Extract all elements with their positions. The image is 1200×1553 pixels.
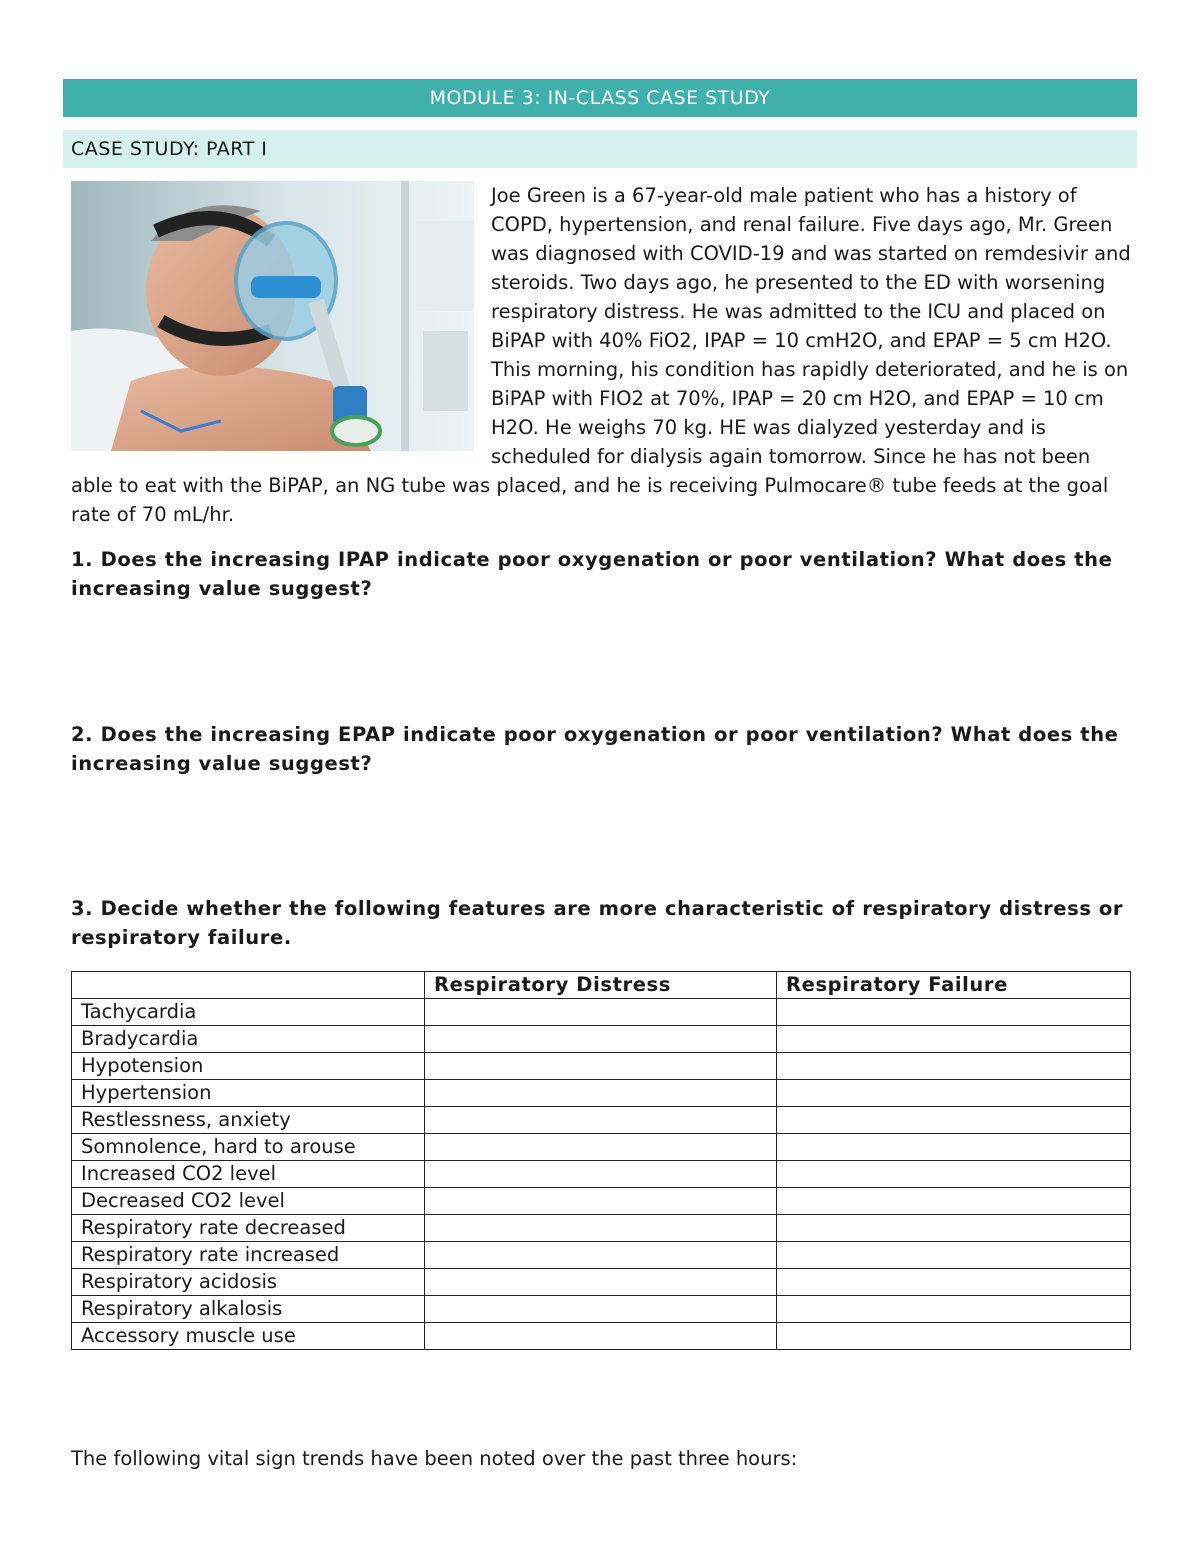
failure-cell[interactable]	[777, 1323, 1131, 1350]
question-2: 2. Does the increasing EPAP indicate poor oxygenation or poor ventilation? What does the increasing value suggest?	[71, 723, 1119, 775]
case-description	[71, 181, 1131, 529]
distress-cell[interactable]	[425, 1269, 777, 1296]
failure-cell[interactable]	[777, 999, 1131, 1026]
table-row	[72, 1242, 1131, 1269]
table-row	[72, 1053, 1131, 1080]
table-row	[72, 1323, 1131, 1350]
feature-label: Respiratory acidosis	[72, 1269, 425, 1296]
table-row	[72, 1026, 1131, 1053]
distress-cell[interactable]	[425, 1107, 777, 1134]
table-row	[72, 999, 1131, 1026]
failure-cell[interactable]	[777, 1107, 1131, 1134]
table-row	[72, 1215, 1131, 1242]
feature-label: Decreased CO2 level	[72, 1188, 425, 1215]
table-row	[72, 1188, 1131, 1215]
question-1: 1. Does the increasing IPAP indicate poor oxygenation or poor ventilation? What does the increasing value suggest?	[71, 548, 1113, 600]
table-header-row	[72, 972, 1131, 999]
feature-label: Accessory muscle use	[72, 1323, 425, 1350]
table-row	[72, 1296, 1131, 1323]
feature-label: Somnolence, hard to arouse	[72, 1134, 425, 1161]
feature-label: Restlessness, anxiety	[72, 1107, 425, 1134]
distress-cell[interactable]	[425, 1161, 777, 1188]
module-title-banner	[63, 79, 1137, 117]
feature-label: Increased CO2 level	[72, 1161, 425, 1188]
table-header-blank	[72, 972, 425, 999]
feature-label: Tachycardia	[72, 999, 425, 1026]
features-table	[71, 971, 1131, 1350]
distress-cell[interactable]	[425, 1215, 777, 1242]
distress-cell[interactable]	[425, 1134, 777, 1161]
table-row	[72, 1161, 1131, 1188]
feature-label: Respiratory rate decreased	[72, 1215, 425, 1242]
part-title: CASE STUDY: PART I	[71, 138, 268, 160]
table-row	[72, 1134, 1131, 1161]
failure-cell[interactable]	[777, 1188, 1131, 1215]
case-description-text: Joe Green is a 67-year-old male patient who has a history of COPD, hypertension, and renal failure. Five days ago, Mr. Green was diagnosed with COVID-19 and was started on remdesivir and steroids. Two days ago, he presented to the ED with worsening respiratory distress. He was admitted to the ICU and placed on BiPAP with 40% FiO2, IPAP = 10 cmH2O, and EPAP = 5 cm H2O. This morning, his condition has rapidly deteriorated, and he is on BiPAP with FIO2 at 70%, IPAP = 20 cm H2O, and EPAP = 10 cm H2O. He weighs 70 kg. HE was dialyzed yesterday and is scheduled for dialysis again tomorrow. Since he has not been able to eat with the BiPAP, an NG tube was placed, and he is receiving Pulmocare® tube feeds at the goal rate of 70 mL/hr.	[71, 184, 1131, 526]
failure-cell[interactable]	[777, 1161, 1131, 1188]
failure-cell[interactable]	[777, 1053, 1131, 1080]
feature-label: Hypotension	[72, 1053, 425, 1080]
distress-cell[interactable]	[425, 1188, 777, 1215]
distress-cell[interactable]	[425, 1080, 777, 1107]
failure-cell[interactable]	[777, 1215, 1131, 1242]
table-row	[72, 1080, 1131, 1107]
module-title: MODULE 3: IN-CLASS CASE STUDY	[429, 87, 771, 109]
table-header-distress: Respiratory Distress	[425, 972, 777, 999]
distress-cell[interactable]	[425, 999, 777, 1026]
feature-label: Respiratory alkalosis	[72, 1296, 425, 1323]
distress-cell[interactable]	[425, 1242, 777, 1269]
distress-cell[interactable]	[425, 1053, 777, 1080]
distress-cell[interactable]	[425, 1323, 777, 1350]
table-header-failure: Respiratory Failure	[777, 972, 1131, 999]
failure-cell[interactable]	[777, 1296, 1131, 1323]
failure-cell[interactable]	[777, 1242, 1131, 1269]
table-row	[72, 1269, 1131, 1296]
failure-cell[interactable]	[777, 1080, 1131, 1107]
failure-cell[interactable]	[777, 1269, 1131, 1296]
part-title-banner	[63, 130, 1137, 168]
feature-label: Respiratory rate increased	[72, 1242, 425, 1269]
failure-cell[interactable]	[777, 1026, 1131, 1053]
vital-signs-intro: The following vital sign trends have been noted over the past three hours:	[71, 1447, 798, 1470]
table-row	[72, 1107, 1131, 1134]
failure-cell[interactable]	[777, 1134, 1131, 1161]
distress-cell[interactable]	[425, 1026, 777, 1053]
feature-label: Bradycardia	[72, 1026, 425, 1053]
distress-cell[interactable]	[425, 1296, 777, 1323]
question-3: 3. Decide whether the following features are more characteristic of respiratory distress or respiratory failure.	[71, 897, 1124, 949]
feature-label: Hypertension	[72, 1080, 425, 1107]
